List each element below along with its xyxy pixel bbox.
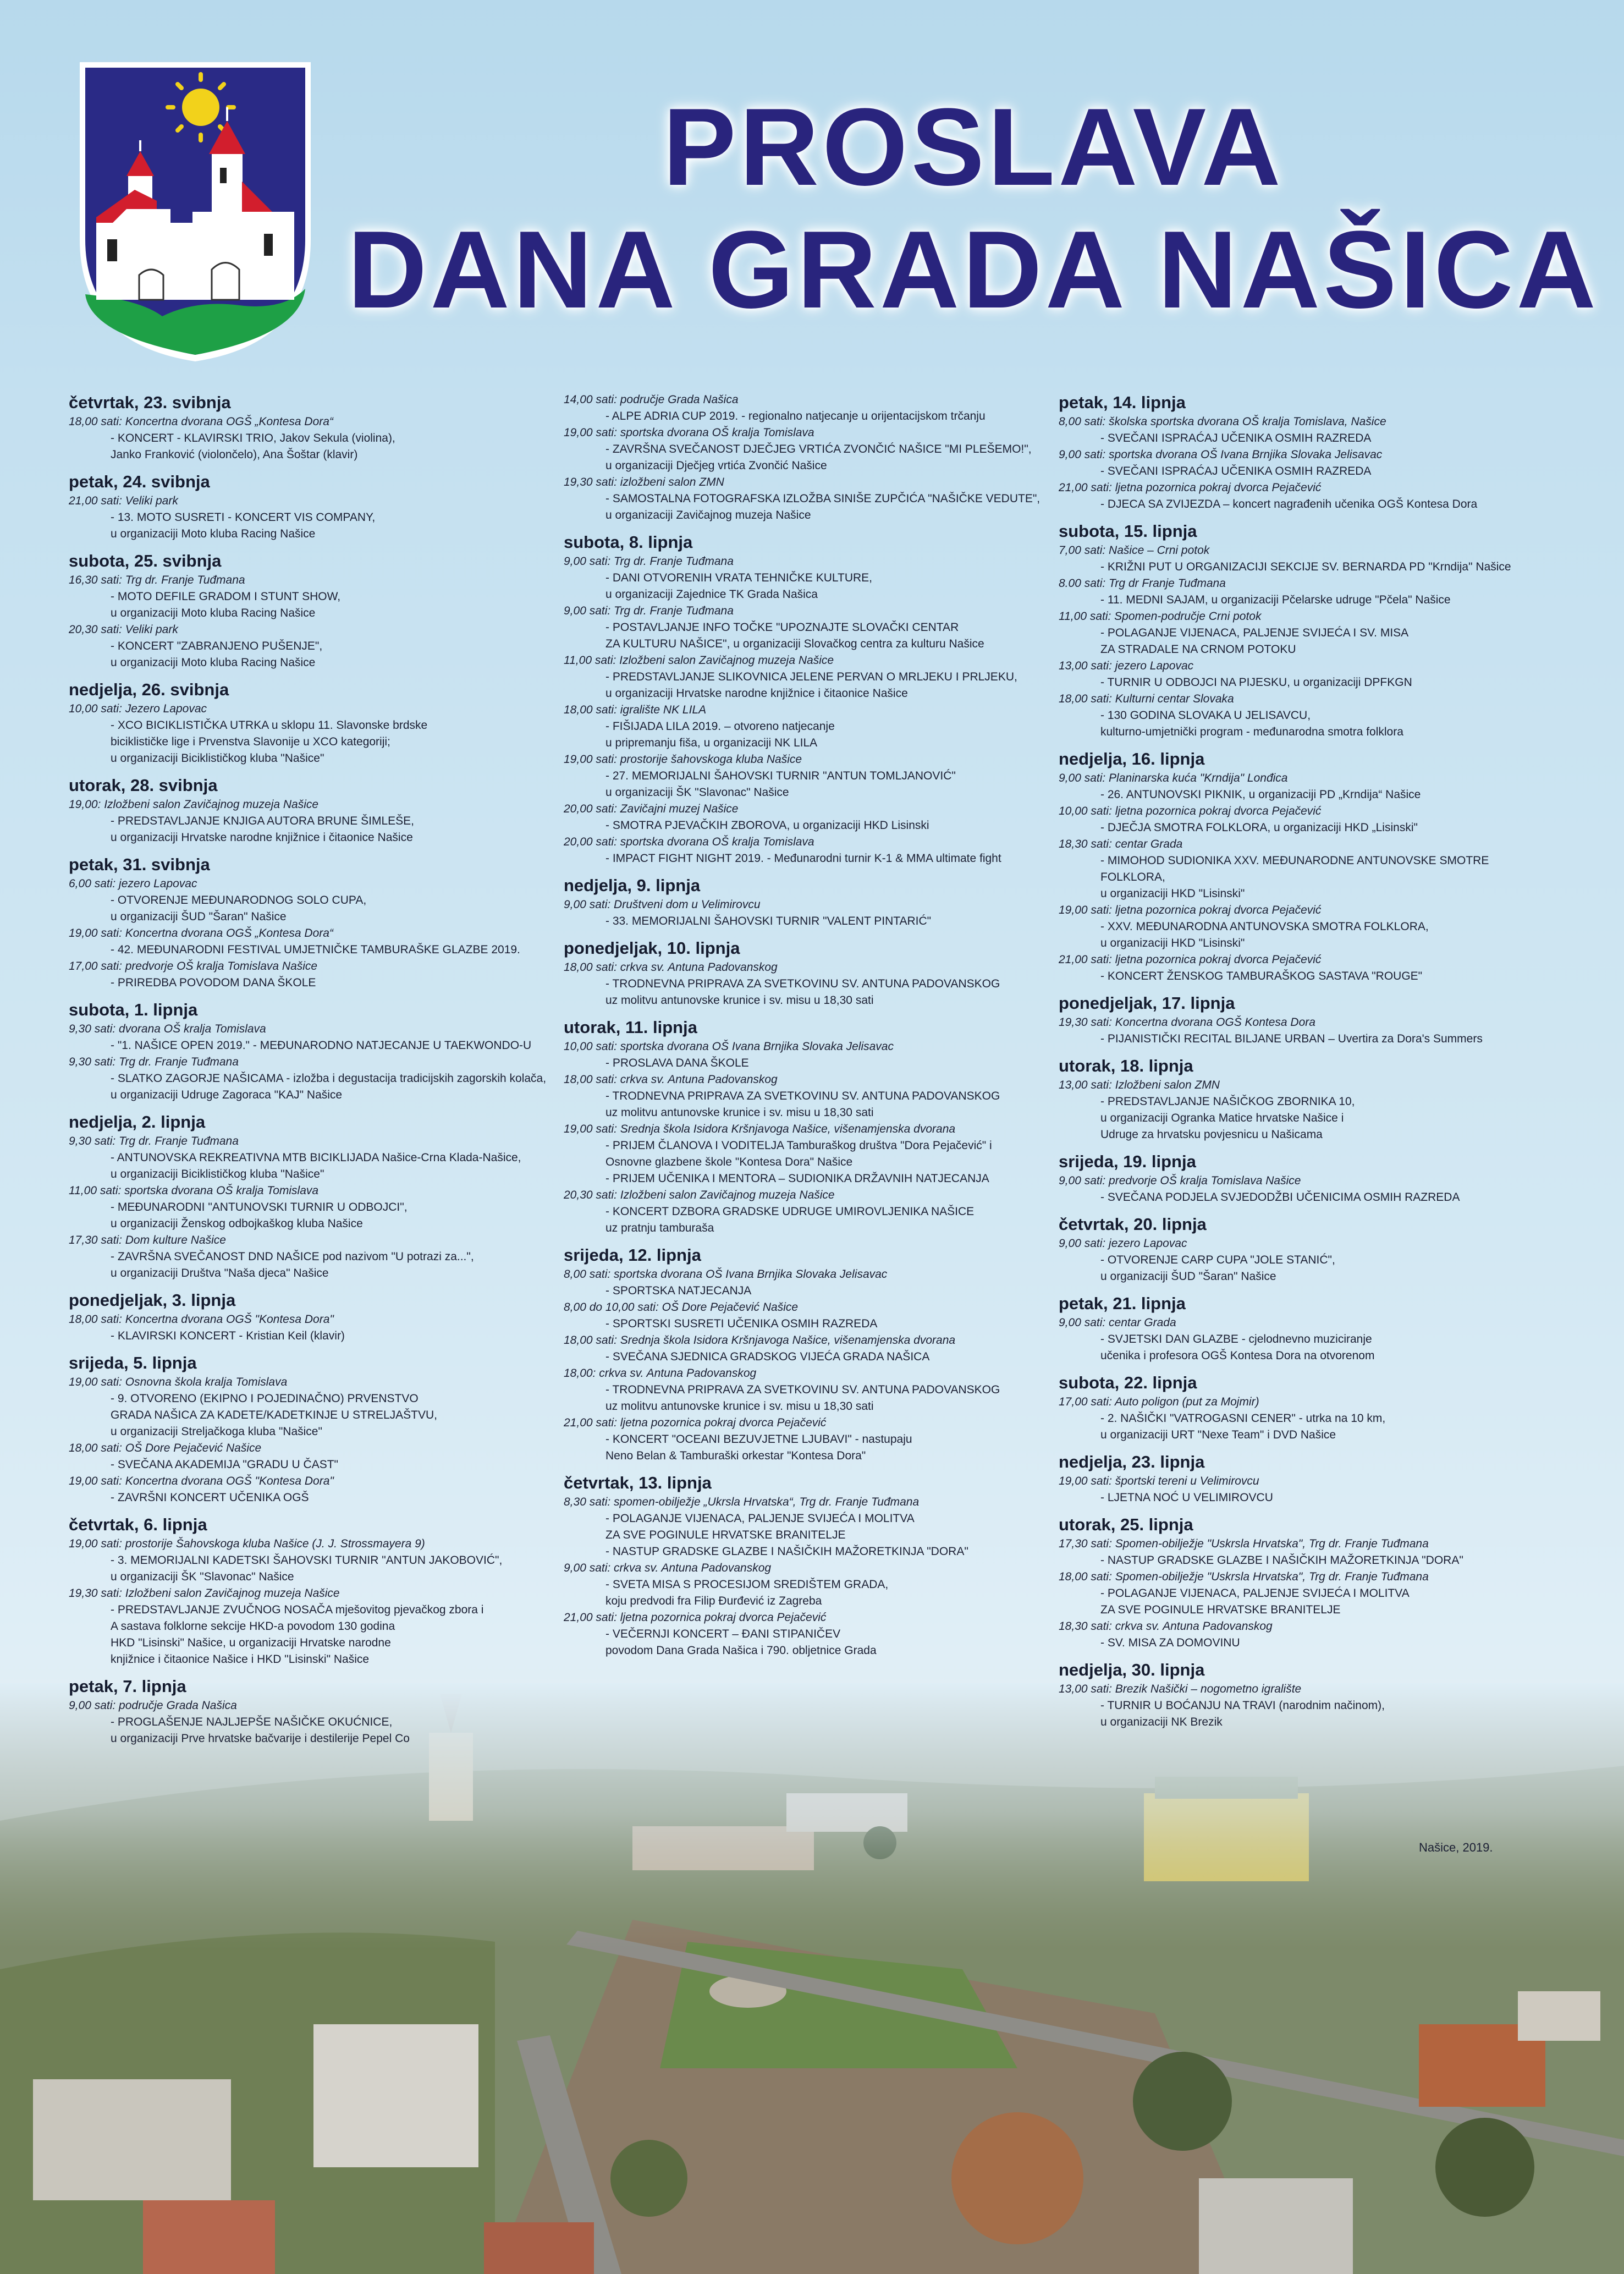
event-time-location: 9,00 sati: Trg dr. Franje Tuđmana [564,555,734,568]
day-heading: utorak, 11. lipnja [564,1018,697,1037]
event-item [1059,1569,1537,1618]
event-item [1059,1235,1537,1285]
event-item [1059,770,1537,803]
event-item [69,925,547,958]
schedule-column-2 [564,392,1042,1659]
day-heading: ponedjeljak, 17. lipnja [1059,993,1235,1013]
event-time-location: 9,00 sati: jezero Lapovac [1059,1237,1187,1250]
event-time-location: 19,00 sati: sportska dvorana OŠ kralja Tomislava [564,426,814,439]
event-item [1059,1394,1537,1443]
day-heading: petak, 21. lipnja [1059,1294,1186,1313]
event-item [69,1054,547,1103]
coat-of-arms-logo [74,58,316,366]
event-description: - SVEČANI ISPRAĆAJ UČENIKA OSMIH RAZREDA [1100,432,1372,444]
day-heading: subota, 22. lipnja [1059,1373,1197,1392]
event-description: - PROSLAVA DANA ŠKOLE [605,1057,749,1069]
event-description: - PREDSTAVLJANJE KNJIGA AUTORA BRUNE ŠIMLEŠE, u organizaciji Hrvatske narodne knjižnice i čitaonice Našice [111,815,414,844]
day-heading: srijeda, 5. lipnja [69,1353,197,1372]
event-time-location: 20,30 sati: Izložbeni salon Zavičajnog muzeja Našice [564,1189,835,1201]
event-time-location: 19,00 sati: Osnovna škola kralja Tomislava [69,1376,288,1388]
footer-date: Našice, 2019. [1419,1841,1493,1854]
event-description: - TRODNEVNA PRIPRAVA ZA SVETKOVINU SV. ANTUNA PADOVANSKOG uz molitvu antunovske krunice i sv. misu u 18,30 sati [605,1090,1000,1119]
event-item [564,1494,1042,1560]
day-heading: četvrtak, 23. svibnja [69,393,231,412]
event-time-location: 8,00 do 10,00 sati: OŠ Dore Pejačević Našice [564,1301,799,1314]
event-time-location: 7,00 sati: Našice – Crni potok [1059,544,1210,557]
event-item [564,474,1042,524]
event-description: - MIMOHOD SUDIONIKA XXV. MEĐUNARODNE ANTUNOVSKE SMOTRE FOLKLORA, u organizaciji HKD "Lisinski" [1100,854,1489,900]
event-item [69,493,547,542]
day-heading: četvrtak, 20. lipnja [1059,1215,1207,1234]
event-time-location: 19,30 sati: Izložbeni salon Zavičajnog muzeja Našice [69,1587,340,1600]
event-description: - LJETNA NOĆ U VELIMIROVCU [1100,1491,1273,1504]
event-item [69,1585,547,1668]
event-description: - 42. MEĐUNARODNI FESTIVAL UMJETNIČKE TAMBURAŠKE GLAZBE 2019. [111,943,520,956]
day-heading: četvrtak, 6. lipnja [69,1515,207,1534]
day-heading: nedjelja, 30. lipnja [1059,1660,1205,1679]
event-item [1059,1173,1537,1206]
event-time-location: 13,00 sati: jezero Lapovac [1059,660,1194,672]
event-item [69,1536,547,1585]
event-description: - PREDSTAVLJANJE SLIKOVNICA JELENE PERVAN O MRLJEKU I PRLJEKU, u organizaciji Hrvatske narodne knjižnice i čitaonice Našice [605,671,1017,700]
day-heading: nedjelja, 16. lipnja [1059,749,1205,768]
event-description: - TURNIR U BOĆANJU NA TRAVI (narodnim načinom), u organizaciji NK Brezik [1100,1699,1385,1728]
event-description: - POLAGANJE VIJENACA, PALJENJE SVIJEĆA I MOLITVA ZA SVE POGINULE HRVATSKE BRANITELJE [1100,1587,1410,1616]
event-description: - SVEČANA AKADEMIJA "GRADU U ČAST" [111,1458,339,1471]
event-item [69,1374,547,1440]
event-time-location: 11,00 sati: Izložbeni salon Zavičajnog muzeja Našice [564,654,834,667]
event-time-location: 17,30 sati: Dom kulture Našice [69,1234,226,1246]
event-item [69,701,547,767]
event-item [564,1187,1042,1237]
day-heading: utorak, 25. lipnja [1059,1515,1193,1534]
event-description: - 2. NAŠIČKI "VATROGASNI CENER" - utrka na 10 km, u organizaciji URT "Nexe Team" i DVD Našice [1100,1412,1386,1441]
event-item [564,1039,1042,1072]
event-description: - KRIŽNI PUT U ORGANIZACIJI SEKCIJE SV. BERNARDA PD "Krndija" Našice [1100,561,1511,573]
day-heading: nedjelja, 26. svibnja [69,680,229,699]
day-heading: ponedjeljak, 3. lipnja [69,1290,236,1310]
event-item [564,1560,1042,1610]
day-heading: petak, 7. lipnja [69,1677,186,1696]
event-time-location: 19,00 sati: Srednja škola Isidora Kršnjavoga Našice, višenamjenska dvorana [564,1123,956,1135]
event-item [1059,1014,1537,1047]
event-time-location: 19,30 sati: izložbeni salon ZMN [564,476,724,488]
event-item [1059,1681,1537,1731]
event-description: - POSTAVLJANJE INFO TOČKE "UPOZNAJTE SLOVAČKI CENTAR ZA KULTURU NAŠICE", u organizaciji Slovačkog centra za kulturu Našice [605,621,984,650]
event-time-location: 19,00 sati: športski tereni u Velimirovcu [1059,1475,1259,1487]
day-heading: srijeda, 19. lipnja [1059,1152,1196,1171]
event-description: - ZAVRŠNA SVEČANOST DND NAŠICE pod nazivom "U potrazi za...", u organizaciji Društva "Naša djeca" Našice [111,1250,474,1279]
event-time-location: 17,00 sati: predvorje OŠ kralja Tomislava Našice [69,960,318,973]
event-item [564,1299,1042,1332]
event-item [69,1232,547,1282]
event-item [564,1365,1042,1415]
event-time-location: 19,00 sati: Koncertna dvorana OGŠ "Kontesa Dora" [69,1475,334,1487]
event-time-location: 18,30 sati: crkva sv. Antuna Padovanskog [1059,1620,1273,1633]
event-description: - DANI OTVORENIH VRATA TEHNIČKE KULTURE, u organizaciji Zajednice TK Grada Našica [605,572,873,601]
event-time-location: 20,30 sati: Veliki park [69,623,178,636]
event-time-location: 9,00 sati: predvorje OŠ kralja Tomislava Našice [1059,1174,1301,1187]
event-description: - SV. MISA ZA DOMOVINU [1100,1636,1240,1649]
event-item [69,572,547,622]
event-time-location: 9,00 sati: područje Grada Našica [69,1699,237,1712]
page-title [341,88,1606,329]
event-description: - TRODNEVNA PRIPRAVA ZA SVETKOVINU SV. ANTUNA PADOVANSKOG uz molitvu antunovske krunice i sv. misu u 18,30 sati [605,1383,1000,1413]
event-description: - XCO BICIKLISTIČKA UTRKA u sklopu 11. Slavonske brdske biciklističke lige i Prvenstva Slavonije u XCO kategoriji; u organizaciji Biciklističkog kluba "Našice" [111,719,428,765]
event-item [1059,447,1537,480]
event-item [1059,1077,1537,1143]
event-time-location: 9,00 sati: Trg dr. Franje Tuđmana [564,605,734,617]
event-description: - ANTUNOVSKA REKREATIVNA MTB BICIKLIJADA Našice-Crna Klada-Našice, u organizaciji Biciklističkog kluba "Našice" [111,1151,521,1180]
event-time-location: 18,00 sati: Spomen-obilježje "Uskrsla Hrvatska", Trg dr. Franje Tuđmana [1059,1570,1429,1583]
event-description: - SVJETSKI DAN GLAZBE - cjelodnevno muziciranje učenika i profesora OGŠ Kontesa Dora na otvorenom [1100,1333,1375,1362]
event-time-location: 11,00 sati: Spomen-područje Crni potok [1059,610,1262,623]
event-description: - KONCERT DZBORA GRADSKE UDRUGE UMIROVLJENIKA NAŠICE uz pratnju tamburaša [605,1205,975,1234]
event-time-location: 19,00 sati: ljetna pozornica pokraj dvorca Pejačević [1059,904,1322,916]
event-time-location: 21,00 sati: ljetna pozornica pokraj dvorca Pejačević [564,1416,827,1429]
event-description: - MOTO DEFILE GRADOM I STUNT SHOW, u organizaciji Moto kluba Racing Našice [111,590,341,619]
event-description: - 33. MEMORIJALNI ŠAHOVSKI TURNIR "VALENT PINTARIĆ" [605,915,932,927]
aerial-town-photo [0,1683,1624,2274]
event-description: - KLAVIRSKI KONCERT - Kristian Keil (klavir) [111,1330,345,1342]
title-line-2: DANA GRADA NAŠICA [347,208,1600,331]
day-heading: nedjelja, 9. lipnja [564,876,701,895]
event-time-location: 21,00 sati: ljetna pozornica pokraj dvorca Pejačević [1059,481,1322,494]
event-time-location: 18,30 sati: centar Grada [1059,838,1183,850]
event-item [69,1311,547,1344]
event-time-location: 10,00 sati: Jezero Lapovac [69,702,207,715]
event-time-location: 8,00 sati: školska sportska dvorana OŠ kralja Tomislava, Našice [1059,415,1386,428]
event-time-location: 13,00 sati: Izložbeni salon ZMN [1059,1079,1220,1091]
event-time-location: 10,00 sati: sportska dvorana OŠ Ivana Brnjika Slovaka Jelisavac [564,1040,894,1053]
event-description: - FIŠIJADA LILA 2019. – otvoreno natjecanje u pripremanju fiša, u organizaciji NK LILA [605,720,835,749]
event-description: - POLAGANJE VIJENACA, PALJENJE SVIJEĆA I MOLITVA ZA SVE POGINULE HRVATSKE BRANITELJE - NASTUP GRADSKE GLAZBE I NAŠIČKIH MAŽORETKINJA "DORA" [605,1512,968,1558]
event-time-location: 9,00 sati: Planinarska kuća "Krndija" Lonđica [1059,772,1288,784]
event-time-location: 21,00 sati: ljetna pozornica pokraj dvorca Pejačević [564,1611,827,1624]
event-time-location: 19,00 sati: prostorije šahovskoga kluba Našice [564,753,802,766]
event-item [564,553,1042,603]
event-time-location: 18,00 sati: crkva sv. Antuna Padovanskog [564,961,778,974]
event-description: - "1. NAŠICE OPEN 2019." - MEĐUNARODNO NATJECANJE U TAEKWONDO-U [111,1039,532,1052]
event-item [69,414,547,463]
event-item [1059,575,1537,608]
event-description: - SVEČANI ISPRAĆAJ UČENIKA OSMIH RAZREDA [1100,465,1372,477]
event-time-location: 10,00 sati: ljetna pozornica pokraj dvorca Pejačević [1059,805,1322,817]
event-description: - POLAGANJE VIJENACA, PALJENJE SVIJEĆA I SV. MISA ZA STRADALE NA CRNOM POTOKU [1100,627,1409,656]
event-time-location: 9,30 sati: Trg dr. Franje Tuđmana [69,1056,239,1068]
event-time-location: 21,00 sati: Veliki park [69,495,178,507]
event-item [564,1266,1042,1299]
event-item [69,1473,547,1506]
day-heading: četvrtak, 13. lipnja [564,1473,712,1492]
event-item [564,652,1042,702]
event-description: - ALPE ADRIA CUP 2019. - regionalno natjecanje u orijentacijskom trčanju [605,410,986,422]
schedule-column-3 [1059,392,1537,1731]
event-item [564,897,1042,930]
event-item [564,801,1042,834]
day-heading: petak, 24. svibnja [69,472,210,491]
event-description: - SAMOSTALNA FOTOGRAFSKA IZLOŽBA SINIŠE ZUPČIĆA "NAŠIČKE VEDUTE", u organizaciji Zavičajnog muzeja Našice [605,492,1041,521]
event-description: - 3. MEMORIJALNI KADETSKI ŠAHOVSKI TURNIR "ANTUN JAKOBOVIĆ", u organizaciji ŠK "Slavonac" Našice [111,1554,503,1583]
event-item [564,702,1042,751]
event-description: - NASTUP GRADSKE GLAZBE I NAŠIČKIH MAŽORETKINJA "DORA" [1100,1554,1463,1567]
event-time-location: 9,30 sati: dvorana OŠ kralja Tomislava [69,1023,266,1035]
event-description: - PROGLAŠENJE NAJLJEPŠE NAŠIČKE OKUĆNICE, u organizaciji Prve hrvatske bačvarije i destilerije Pepel Co [111,1716,410,1745]
event-item [1059,1315,1537,1364]
event-time-location: 20,00 sati: Zavičajni muzej Našice [564,803,739,815]
event-item [1059,414,1537,447]
event-description: - IMPACT FIGHT NIGHT 2019. - Međunarodni turnir K-1 & MMA ultimate fight [605,852,1001,865]
event-description: - MEĐUNARODNI "ANTUNOVSKI TURNIR U ODBOJCI", u organizaciji Ženskog odbojkaškog kluba Našice [111,1201,408,1230]
day-heading: srijeda, 12. lipnja [564,1245,701,1265]
event-item [69,622,547,671]
event-description: - SPORTSKA NATJECANJA [605,1284,752,1297]
event-item [1059,1473,1537,1506]
event-time-location: 18,00 sati: crkva sv. Antuna Padovanskog [564,1073,778,1086]
event-time-location: 6,00 sati: jezero Lapovac [69,877,197,890]
event-description: - 9. OTVORENO (EKIPNO I POJEDINAČNO) PRVENSTVO GRADA NAŠICA ZA KADETE/KADETKINJE U STRELJAŠTVU, u organizaciji Streljačkoga kluba "Našice" [111,1392,437,1438]
event-item [1059,658,1537,691]
event-time-location: 18,00 sati: OŠ Dore Pejačević Našice [69,1442,262,1454]
event-item [1059,836,1537,902]
event-description: - 11. MEDNI SAJAM, u organizaciji Pčelarske udruge "Pčela" Našice [1100,594,1451,606]
event-time-location: 13,00 sati: Brezik Našički – nogometno igralište [1059,1683,1302,1695]
title-line-1: PROSLAVA [663,86,1284,208]
event-description: - 13. MOTO SUSRETI - KONCERT VIS COMPANY, u organizaciji Moto kluba Racing Našice [111,511,376,540]
event-item [69,876,547,925]
event-time-location: 19,00: Izložbeni salon Zavičajnog muzeja Našice [69,798,319,811]
event-description: - KONCERT ŽENSKOG TAMBURAŠKOG SASTAVA "ROUGE" [1100,970,1423,982]
event-time-location: 18,00 sati: Koncertna dvorana OGŠ „Kontesa Dora“ [69,415,333,428]
event-description: - 27. MEMORIJALNI ŠAHOVSKI TURNIR "ANTUN TOMLJANOVIĆ" u organizaciji ŠK "Slavonac" Našice [605,770,956,799]
event-time-location: 16,30 sati: Trg dr. Franje Tuđmana [69,574,245,586]
event-time-location: 18,00 sati: Srednja škola Isidora Kršnjavoga Našice, višenamjenska dvorana [564,1334,956,1347]
event-description: - KONCERT "ZABRANJENO PUŠENJE", u organizaciji Moto kluba Racing Našice [111,640,323,669]
event-item [69,797,547,846]
day-heading: petak, 31. svibnja [69,855,210,874]
event-description: - XXV. MEĐUNARODNA ANTUNOVSKA SMOTRA FOLKLORA, u organizaciji HKD "Lisinski" [1100,920,1429,949]
event-time-location: 18,00 sati: Koncertna dvorana OGŠ "Kontesa Dora" [69,1313,334,1326]
event-item [69,1183,547,1232]
event-time-location: 19,00 sati: Koncertna dvorana OGŠ „Kontesa Dora“ [69,927,333,940]
event-item [1059,902,1537,952]
event-description: - PREDSTAVLJANJE ZVUČNOG NOSAČA mješovitog pjevačkog zbora i A sastava folklorne sekcije HKD-a povodom 130 godina HKD "Lisinski" Našice, u organizaciji Hrvatske narodne knjižnice i čitaonice Našice i HKD "Lisinski" Našice [111,1603,484,1666]
event-item [564,1415,1042,1464]
event-description: - OTVORENJE CARP CUPA "JOLE STANIĆ", u organizaciji ŠUD "Šaran" Našice [1100,1254,1335,1283]
day-heading: utorak, 18. lipnja [1059,1056,1193,1075]
schedule-column-1 [69,392,547,1747]
event-item [1059,480,1537,513]
event-item [69,958,547,991]
event-description: - DJECA SA ZVIJEZDA – koncert nagrađenih učenika OGŠ Kontesa Dora [1100,498,1478,510]
event-time-location: 8,00 sati: sportska dvorana OŠ Ivana Brnjika Slovaka Jelisavac [564,1268,888,1281]
event-item [564,834,1042,867]
event-time-location: 9,00 sati: crkva sv. Antuna Padovanskog [564,1562,772,1574]
event-description: - SVETA MISA S PROCESIJOM SREDIŠTEM GRADA, koju predvodi fra Filip Đurđević iz Zagreba [605,1578,889,1607]
day-heading: utorak, 28. svibnja [69,776,218,795]
event-item [564,751,1042,801]
day-heading: petak, 14. lipnja [1059,393,1186,412]
event-item [564,1121,1042,1187]
event-description: - ZAVRŠNI KONCERT UČENIKA OGŠ [111,1491,309,1504]
event-description: - KONCERT "OCEANI BEZUVJETNE LJUBAVI" - nastupaju Neno Belan & Tamburaški orkestar "Kontesa Dora" [605,1433,912,1462]
event-time-location: 20,00 sati: sportska dvorana OŠ kralja Tomislava [564,836,814,848]
event-time-location: 19,00 sati: prostorije Šahovskoga kluba Našice (J. J. Strossmayera 9) [69,1537,425,1550]
event-item [69,1698,547,1747]
day-heading: subota, 1. lipnja [69,1000,198,1019]
event-item [564,1610,1042,1659]
event-description: - OTVORENJE MEĐUNARODNOG SOLO CUPA, u organizaciji ŠUD "Šaran" Našice [111,894,367,923]
event-time-location: 14,00 sati: područje Grada Našica [564,393,739,406]
event-time-location: 9,00 sati: sportska dvorana OŠ Ivana Brnjika Slovaka Jelisavac [1059,448,1383,461]
event-description: - SLATKO ZAGORJE NAŠICAMA - izložba i degustacija tradicijskih zagorskih kolača, u organizaciji Udruge Zagoraca "KAJ" Našice [111,1072,547,1101]
event-description: - PREDSTAVLJANJE NAŠIČKOG ZBORNIKA 10, u organizaciji Ogranka Matice hrvatske Našice i Udruge za hrvatsku povjesnicu u Našicama [1100,1095,1355,1141]
event-item [564,425,1042,474]
event-item [564,959,1042,1009]
day-heading: nedjelja, 23. lipnja [1059,1452,1205,1471]
event-time-location: 18,00: crkva sv. Antuna Padovanskog [564,1367,757,1380]
event-item [1059,691,1537,740]
event-time-location: 8,30 sati: spomen-obilježje „Ukrsla Hrvatska“, Trg dr. Franje Tuđmana [564,1496,920,1508]
event-time-location: 19,30 sati: Koncertna dvorana OGŠ Kontesa Dora [1059,1016,1315,1029]
event-time-location: 11,00 sati: sportska dvorana OŠ kralja Tomislava [69,1184,319,1197]
event-item [564,1332,1042,1365]
event-time-location: 9,30 sati: Trg dr. Franje Tuđmana [69,1135,239,1147]
event-item [69,1021,547,1054]
day-heading: subota, 25. svibnja [69,551,222,570]
event-description: - TRODNEVNA PRIPRAVA ZA SVETKOVINU SV. ANTUNA PADOVANSKOG uz molitvu antunovske krunice i sv. misu u 18,30 sati [605,977,1000,1007]
event-item [564,392,1042,425]
event-time-location: 9,00 sati: Društveni dom u Velimirovcu [564,898,761,911]
event-description: - SMOTRA PJEVAČKIH ZBOROVA, u organizaciji HKD Lisinski [605,819,929,832]
event-description: - 130 GODINA SLOVAKA U JELISAVCU, kulturno-umjetnički program - međunarodna smotra folklora [1100,709,1403,738]
event-description: - PRIREDBA POVODOM DANA ŠKOLE [111,976,316,989]
day-heading: subota, 15. lipnja [1059,521,1197,541]
event-item [1059,952,1537,985]
event-description: - TURNIR U ODBOJCI NA PIJESKU, u organizaciji DPFKGN [1100,676,1412,689]
day-heading: ponedjeljak, 10. lipnja [564,938,740,958]
event-time-location: 9,00 sati: centar Grada [1059,1316,1176,1329]
event-description: - SVEČANA PODJELA SVJEDODŽBI UČENICIMA OSMIH RAZREDA [1100,1191,1460,1204]
event-item [1059,542,1537,575]
event-description: - 26. ANTUNOVSKI PIKNIK, u organizaciji PD „Krndija“ Našice [1100,788,1421,801]
event-time-location: 17,30 sati: Spomen-obilježje "Uskrsla Hrvatska", Trg dr. Franje Tuđmana [1059,1537,1429,1550]
event-item [69,1133,547,1183]
day-heading: nedjelja, 2. lipnja [69,1112,206,1131]
event-time-location: 21,00 sati: ljetna pozornica pokraj dvorca Pejačević [1059,953,1322,966]
event-time-location: 18,00 sati: Kulturni centar Slovaka [1059,693,1234,705]
event-time-location: 8.00 sati: Trg dr Franje Tuđmana [1059,577,1226,590]
event-item [1059,1536,1537,1569]
event-item [1059,608,1537,658]
event-description: - DJEČJA SMOTRA FOLKLORA, u organizaciji HKD „Lisinski" [1100,821,1418,834]
day-heading: subota, 8. lipnja [564,532,693,552]
event-description: - VEČERNJI KONCERT – ĐANI STIPANIČEV povodom Dana Grada Našica i 790. obljetnice Grada [605,1628,877,1657]
event-item [1059,803,1537,836]
event-item [564,1072,1042,1121]
event-item [69,1440,547,1473]
event-item [1059,1618,1537,1651]
event-description: - KONCERT - KLAVIRSKI TRIO, Jakov Sekula (violina), Janko Franković (violončelo), Ana Šoštar (klavir) [111,432,395,461]
event-time-location: 18,00 sati: igralište NK LILA [564,704,707,716]
event-description: - SVEČANA SJEDNICA GRADSKOG VIJEĆA GRADA NAŠICA [605,1350,930,1363]
event-description: - ZAVRŠNA SVEČANOST DJEČJEG VRTIĆA ZVONČIĆ NAŠICE "MI PLEŠEMO!", u organizaciji Dječjeg vrtića Zvončić Našice [605,443,1032,472]
event-item [564,603,1042,652]
event-description: - PIJANISTIČKI RECITAL BILJANE URBAN – Uvertira za Dora's Summers [1100,1032,1483,1045]
event-description: - PRIJEM ČLANOVA I VODITELJA Tamburaškog društva "Dora Pejačević" i Osnovne glazbene škole "Kontesa Dora" Našice - PRIJEM UČENIKA I MENTORA – SUDIONIKA DRŽAVNIH NATJECANJA [605,1139,992,1185]
event-time-location: 17,00 sati: Auto poligon (put za Mojmir) [1059,1396,1259,1408]
event-description: - SPORTSKI SUSRETI UČENIKA OSMIH RAZREDA [605,1317,878,1330]
